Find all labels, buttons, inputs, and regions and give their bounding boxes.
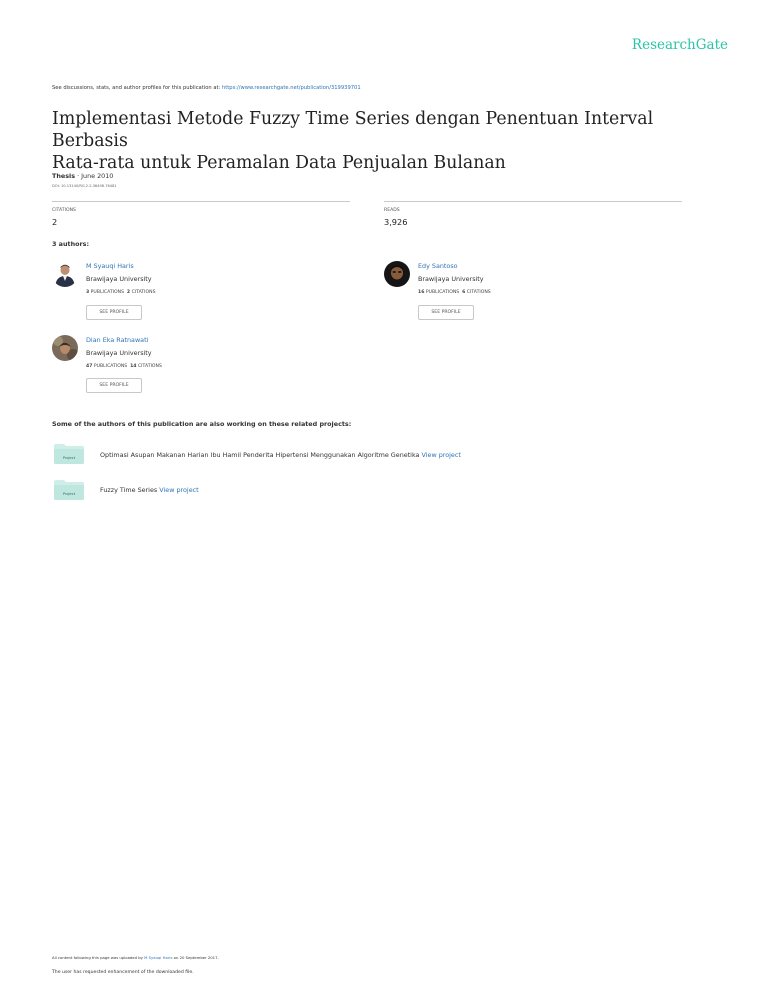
author-name-link[interactable]: M Syauqi Haris xyxy=(86,262,134,270)
citations-count: 6 xyxy=(462,290,466,295)
reads-value: 3,926 xyxy=(384,217,408,227)
author-photo-icon xyxy=(52,335,78,361)
view-project-link[interactable]: View project xyxy=(421,451,461,459)
avatar[interactable] xyxy=(384,261,410,287)
citations-label: CITATIONS xyxy=(465,290,491,295)
project-folder-icon xyxy=(54,444,84,464)
publication-link[interactable]: https://www.researchgate.net/publication/319939701 xyxy=(221,85,361,91)
author-name-link[interactable]: Edy Santoso xyxy=(418,262,458,270)
publication-type xyxy=(52,172,113,180)
see-profile-button[interactable]: SEE PROFILE xyxy=(86,378,142,393)
publications-count: 47 xyxy=(86,364,93,369)
publications-label: PUBLICATIONS xyxy=(92,364,128,369)
project-item xyxy=(100,486,199,494)
publications-label: PUBLICATIONS xyxy=(424,290,460,295)
pub-date: · June 2010 xyxy=(75,172,114,180)
enhancement-notice: The user has requested enhancement of the downloaded file. xyxy=(52,970,194,975)
authors-heading: 3 authors: xyxy=(52,240,90,248)
avatar[interactable] xyxy=(52,335,78,361)
author-stats xyxy=(86,290,156,295)
profiles-notice xyxy=(52,85,361,91)
avatar[interactable] xyxy=(52,261,78,287)
citations-value: 2 xyxy=(52,217,58,227)
project-title: Fuzzy Time Series xyxy=(100,486,160,494)
project-item xyxy=(100,451,461,459)
citations-count: 14 xyxy=(130,364,137,369)
profiles-notice-text: See discussions, stats, and author profiles for this publication at: xyxy=(52,85,222,91)
upload-notice xyxy=(52,955,219,960)
divider-right xyxy=(384,201,682,202)
citations-label: CITATIONS xyxy=(130,290,156,295)
publications-label: PUBLICATIONS xyxy=(89,290,124,295)
uploader-link[interactable]: M Syauqi Haris xyxy=(144,955,173,960)
researchgate-logo[interactable]: ResearchGate xyxy=(631,37,728,53)
author-stats xyxy=(86,364,162,369)
reads-label: READS xyxy=(384,208,400,213)
publications-count: 3 xyxy=(86,290,90,295)
author-name-link[interactable]: Dian Eka Ratnawati xyxy=(86,336,149,344)
upload-notice-prefix: All content following this page was uploaded by xyxy=(52,955,145,960)
author-stats xyxy=(418,290,491,295)
upload-notice-suffix: on 20 September 2017. xyxy=(172,955,219,960)
author-affiliation: Brawijaya University xyxy=(86,275,152,283)
folder-label: Project xyxy=(62,456,76,460)
divider-left xyxy=(52,201,350,202)
title-line-1: Implementasi Metode Fuzzy Time Series dengan Penentuan Interval Berbasis xyxy=(52,109,654,151)
title-line-2: Rata-rata untuk Peramalan Data Penjualan Bulanan xyxy=(52,153,506,173)
citations-label: CITATIONS xyxy=(52,208,76,213)
view-project-link[interactable]: View project xyxy=(159,486,199,494)
doi: DOI: 10.13140/RG.2.2.36498.76481 xyxy=(52,184,117,188)
author-affiliation: Brawijaya University xyxy=(86,349,152,357)
author-photo-icon xyxy=(52,261,78,287)
see-profile-button[interactable]: SEE PROFILE xyxy=(418,305,474,320)
citations-count: 2 xyxy=(126,290,131,295)
project-title: Optimasi Asupan Makanan Harian Ibu Hamil Penderita Hipertensi Menggunakan Algoritme Genetika xyxy=(100,451,422,459)
pub-type-label: Thesis xyxy=(52,172,76,180)
project-folder-icon xyxy=(54,480,84,500)
author-affiliation: Brawijaya University xyxy=(418,275,484,283)
folder-label: Project xyxy=(62,492,76,496)
publications-count: 16 xyxy=(418,290,425,295)
publication-title xyxy=(52,108,732,174)
author-photo-icon xyxy=(384,261,410,287)
related-projects-heading: Some of the authors of this publication are also working on these related projects: xyxy=(52,420,352,428)
citations-label: CITATIONS xyxy=(136,364,162,369)
see-profile-button[interactable]: SEE PROFILE xyxy=(86,305,142,320)
